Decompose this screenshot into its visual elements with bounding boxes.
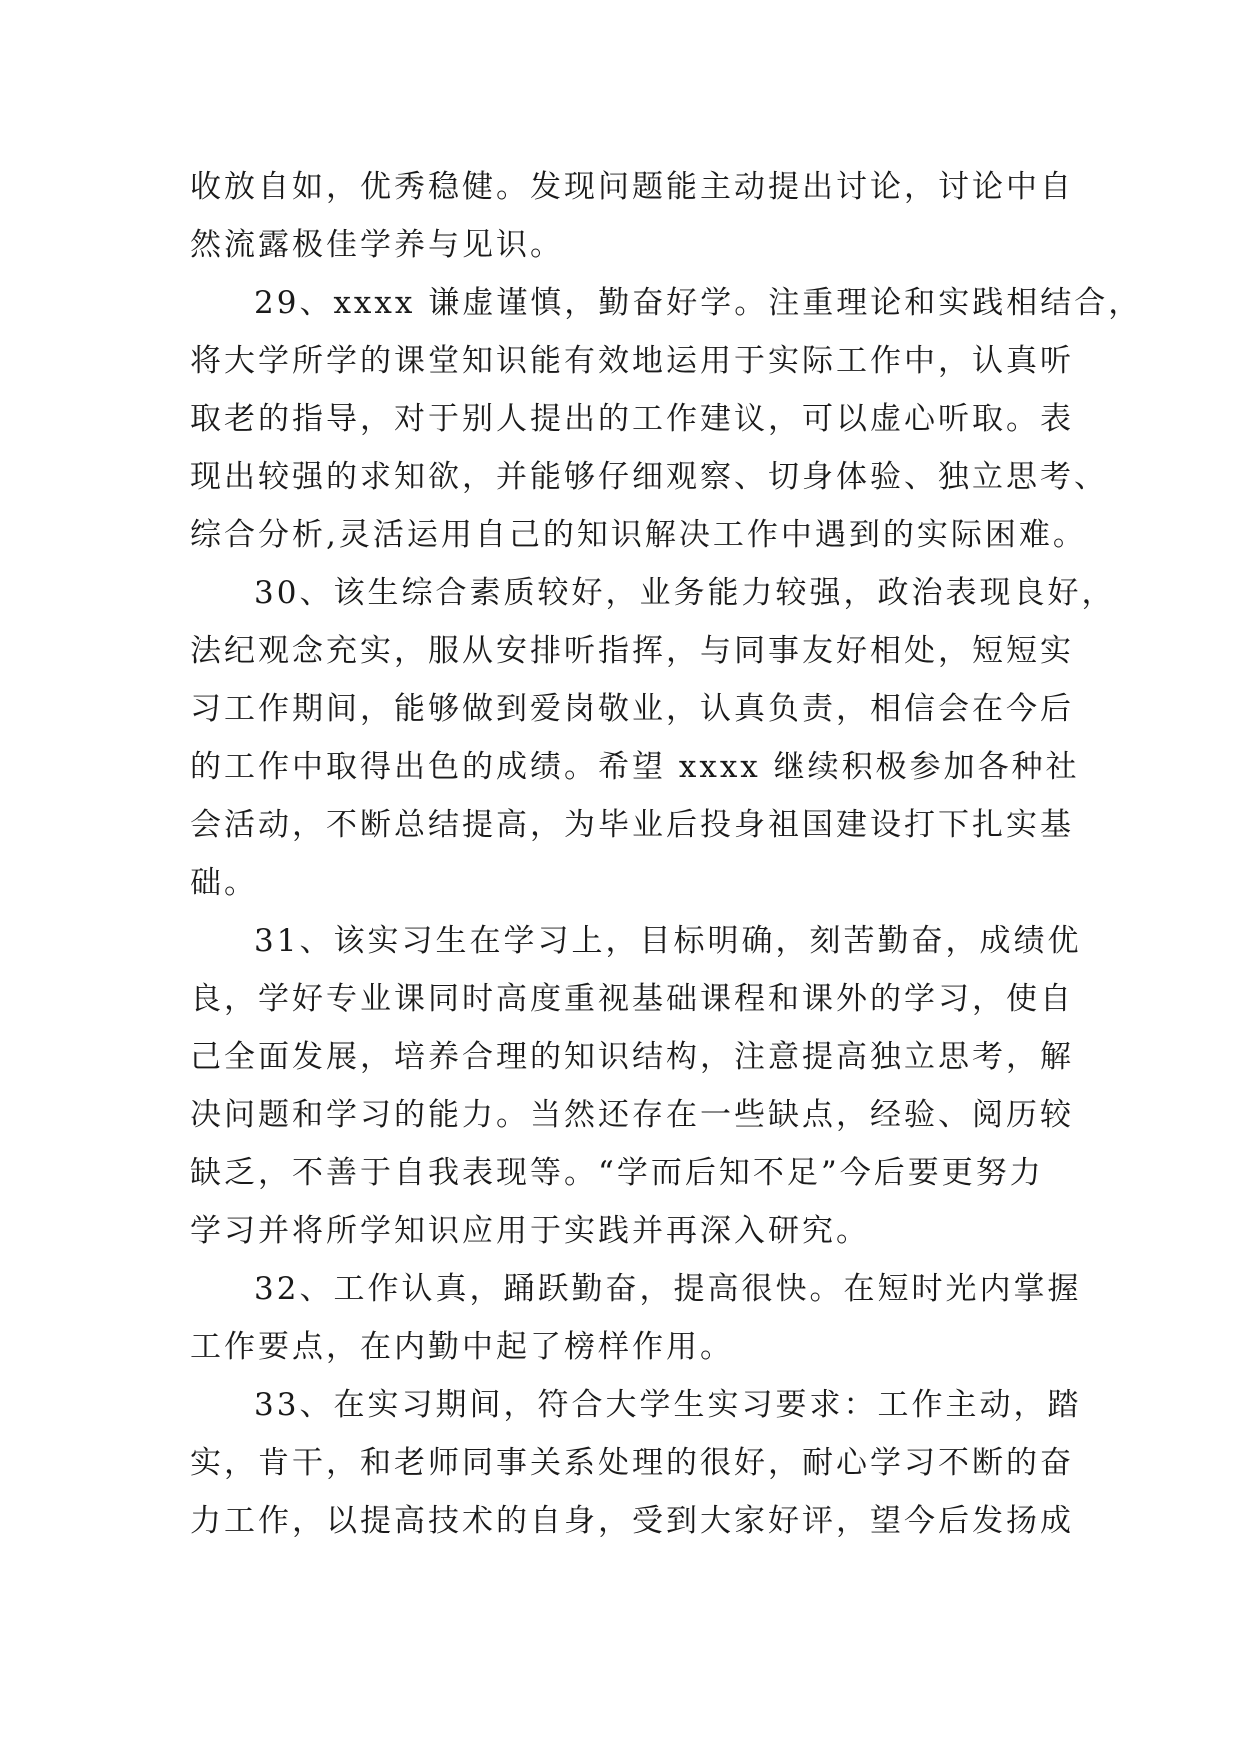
text-line: 础。 — [190, 865, 258, 901]
text-line: 决问题和学习的能力。当然还存在一些缺点，经验、阅历较 — [190, 1097, 1074, 1133]
paragraph-31-start: 31、该实习生在学习上，目标明确，刻苦勤奋，成绩优 — [254, 923, 1082, 959]
text-line: 法纪观念充实，服从安排听指挥，与同事友好相处，短短实 — [190, 633, 1074, 669]
text-line: 己全面发展，培养合理的知识结构，注意提高独立思考，解 — [190, 1039, 1074, 1075]
text-line: 缺乏，不善于自我表现等。“学而后知不足”今后要更努力 — [190, 1155, 1044, 1191]
text-line: 收放自如，优秀稳健。发现问题能主动提出讨论，讨论中自 — [190, 169, 1074, 205]
text-line: 实，肯干，和老师同事关系处理的很好，耐心学习不断的奋 — [190, 1445, 1074, 1481]
text-line: 会活动，不断总结提高，为毕业后投身祖国建设打下扎实基 — [190, 807, 1074, 843]
text-line: 将大学所学的课堂知识能有效地运用于实际工作中，认真听 — [190, 343, 1074, 379]
text-line: 综合分析,灵活运用自己的知识解决工作中遇到的实际困难。 — [190, 517, 1087, 553]
text-line: 习工作期间，能够做到爱岗敬业，认真负责，相信会在今后 — [190, 691, 1074, 727]
text-line: 工作要点，在内勤中起了榜样作用。 — [190, 1329, 734, 1365]
text-line: 良，学好专业课同时高度重视基础课程和课外的学习，使自 — [190, 981, 1074, 1017]
text-line: 现出较强的求知欲，并能够仔细观察、切身体验、独立思考、 — [190, 459, 1108, 495]
paragraph-32-start: 32、工作认真，踊跃勤奋，提高很快。在短时光内掌握 — [254, 1271, 1082, 1307]
text-line: 的工作中取得出色的成绩。希望 xxxx 继续积极参加各种社 — [190, 749, 1080, 785]
text-line: 力工作，以提高技术的自身，受到大家好评，望今后发扬成 — [190, 1503, 1074, 1539]
text-line: 学习并将所学知识应用于实践并再深入研究。 — [190, 1213, 870, 1249]
text-line: 然流露极佳学养与见识。 — [190, 227, 564, 263]
paragraph-30-start: 30、该生综合素质较好，业务能力较强，政治表现良好， — [254, 575, 1116, 611]
body-text — [190, 158, 1143, 1550]
paragraph-33-start: 33、在实习期间，符合大学生实习要求：工作主动，踏 — [254, 1387, 1082, 1423]
paragraph-29-start: 29、xxxx 谦虚谨慎，勤奋好学。注重理论和实践相结合， — [254, 285, 1143, 321]
text-line: 取老的指导，对于别人提出的工作建议，可以虚心听取。表 — [190, 401, 1074, 437]
